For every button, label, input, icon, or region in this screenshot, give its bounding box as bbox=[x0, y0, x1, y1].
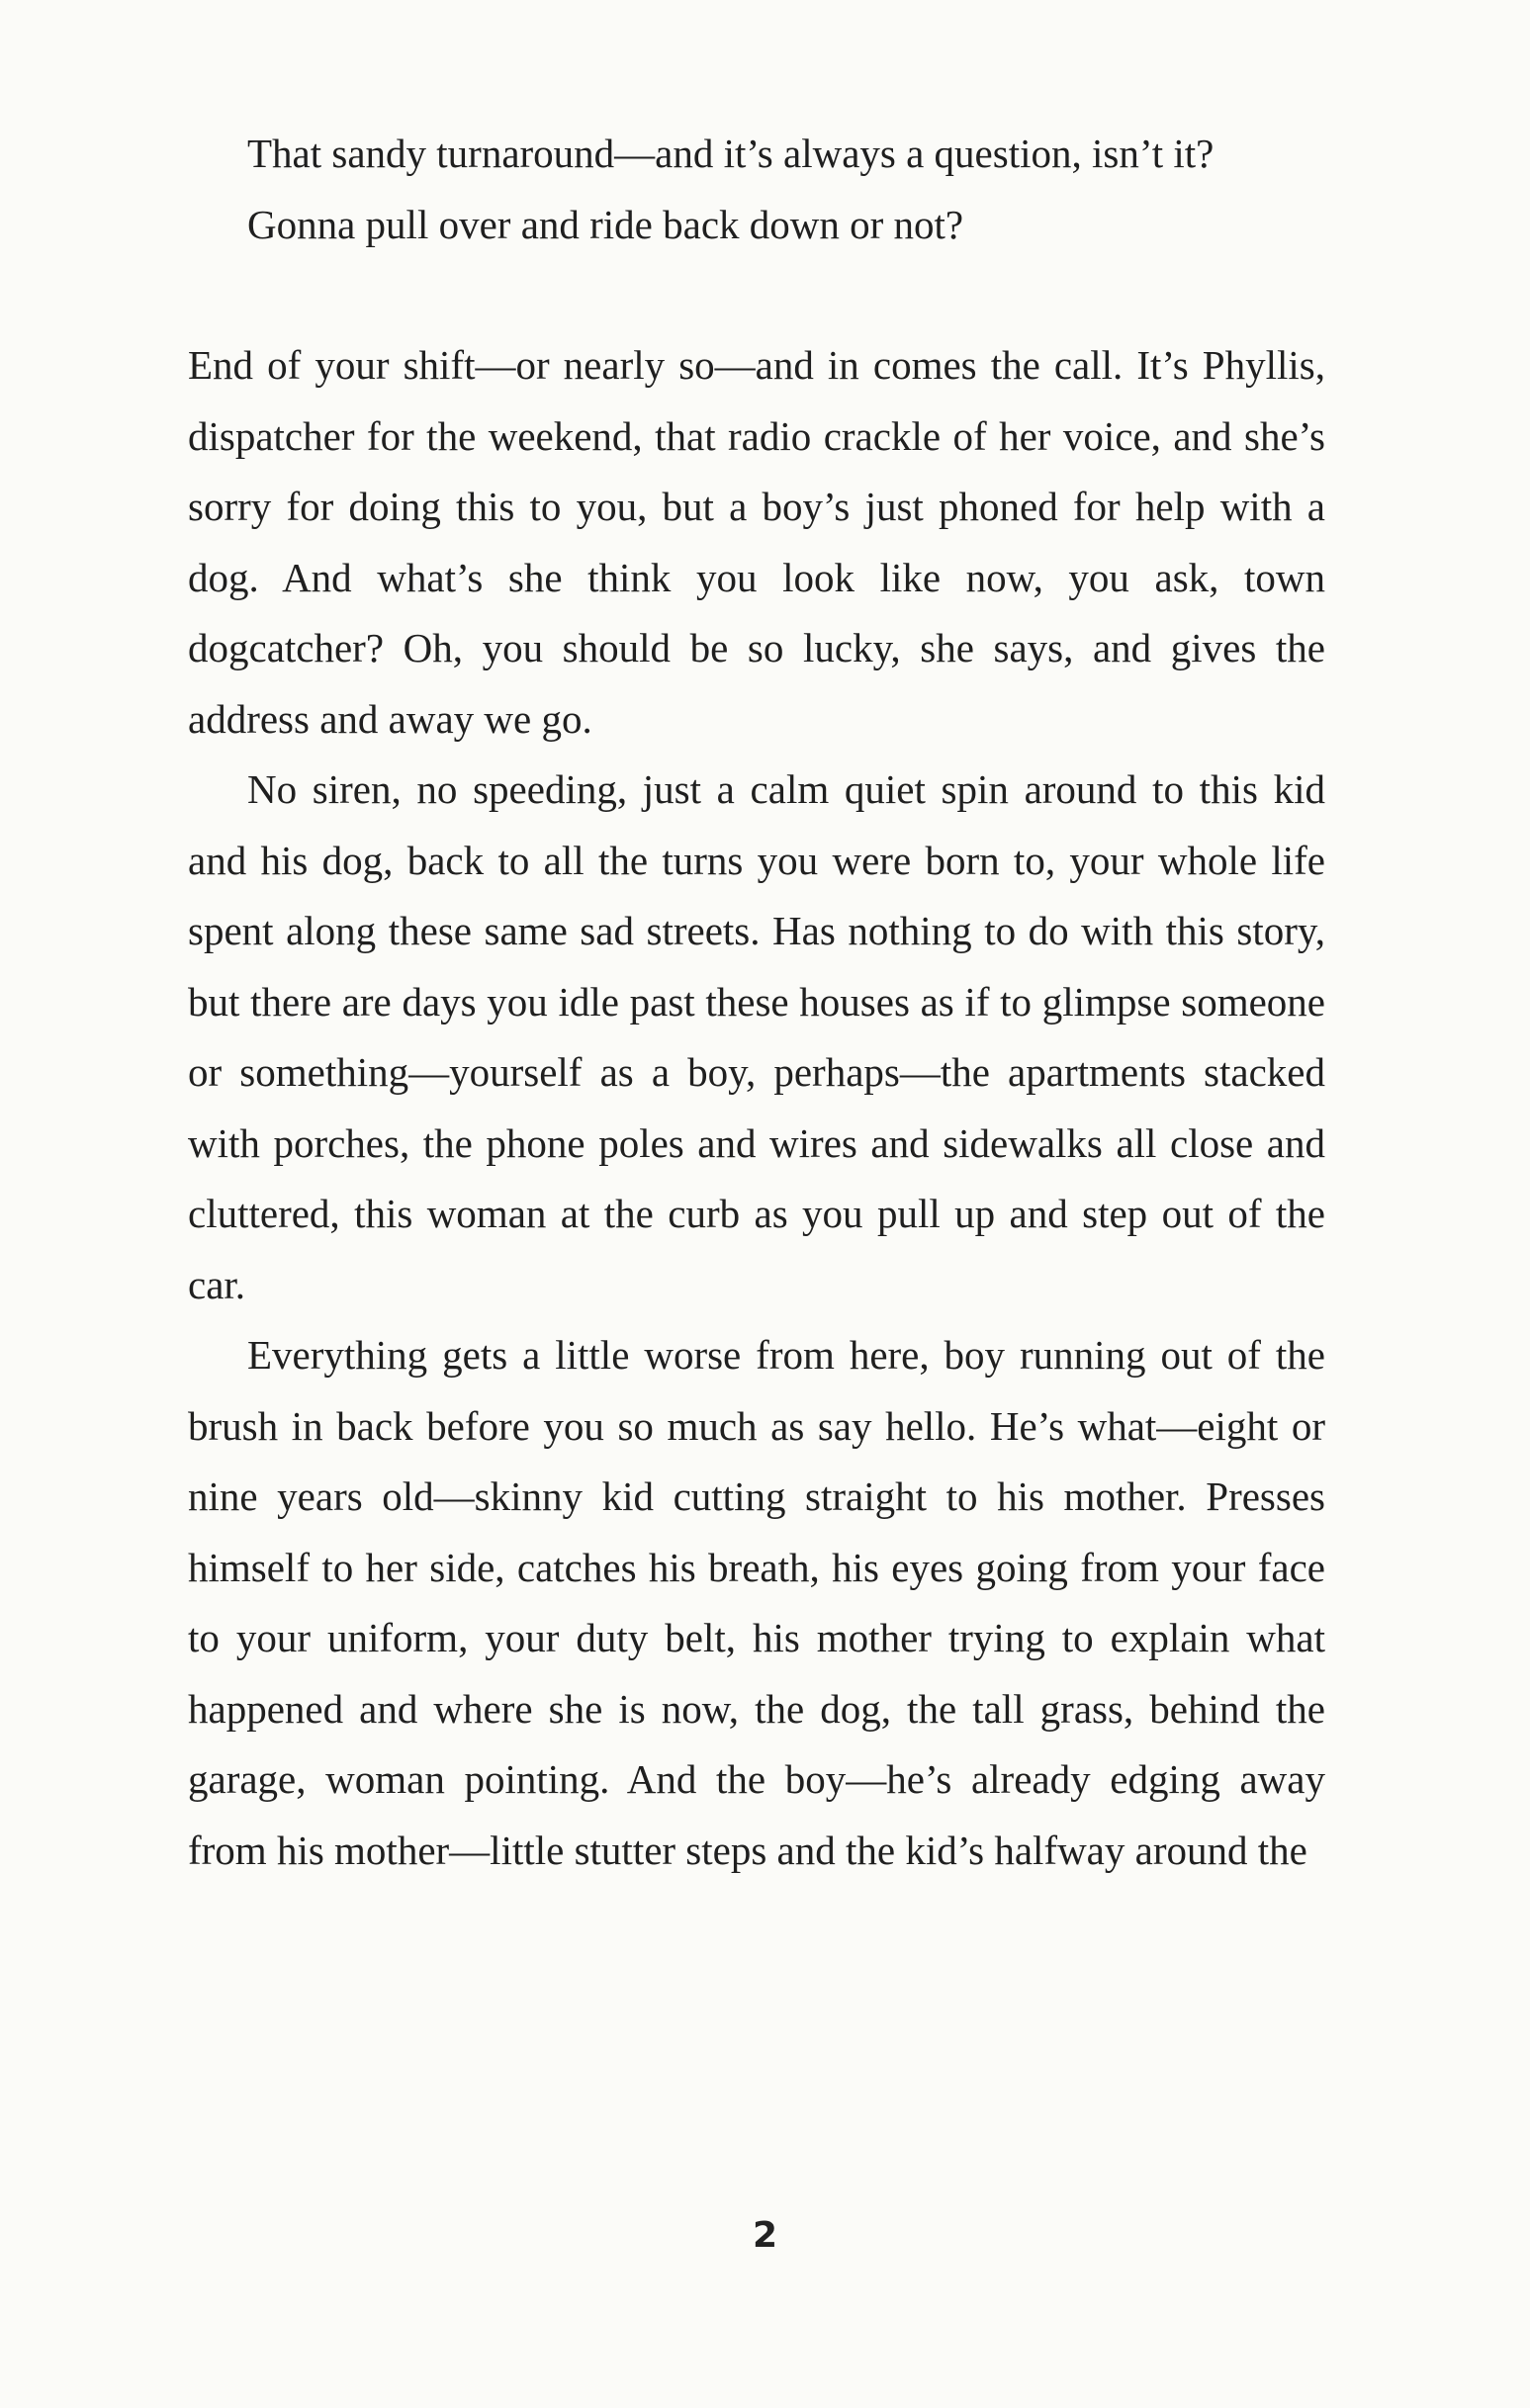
paragraph-3: End of your shift—or nearly so—and in comes the call. It’s Phyllis, dispatcher for the weekend, that radio crackle of her voice, and she’s sorry for doing this to you, but a boy’s just phoned for help with a dog. And what’s she think you look like now, you ask, town dogcatcher? Oh, you should be so lucky, she says, and gives the address and away we go. bbox=[188, 342, 1325, 742]
paragraph-1: That sandy turnaround—and it’s always a question, isn’t it? bbox=[247, 131, 1215, 176]
body-text bbox=[188, 119, 1325, 1886]
section-break bbox=[188, 260, 1325, 330]
paragraph-5: Everything gets a little worse from here, boy running out of the brush in back before you so much as say hello. He’s what—eight or nine years old—skinny kid cutting straight to his mother. Presses himself to her side, catches his breath, his eyes going from your face to your uniform, your duty belt, his mother trying to explain what happened and where she is now, the dog, the tall grass, behind the garage, woman pointing. And the boy—he’s already edging away from his mother—little stutter steps and the kid’s halfway around the bbox=[188, 1332, 1325, 1873]
page-number: 2 bbox=[752, 2215, 778, 2256]
paragraph-4: No siren, no speeding, just a calm quiet spin around to this kid and his dog, back to all the turns you were born to, your whole life spent along these same sad streets. Has nothing to do with this story, but there are days you idle past these houses as if to glimpse someone or something—yourself as a boy, perhaps—the apartments stacked with porches, the phone poles and wires and sidewalks all close and cluttered, this woman at the curb as you pull up and step out of the car. bbox=[188, 766, 1325, 1307]
paragraph-2: Gonna pull over and ride back down or not? bbox=[247, 201, 964, 247]
